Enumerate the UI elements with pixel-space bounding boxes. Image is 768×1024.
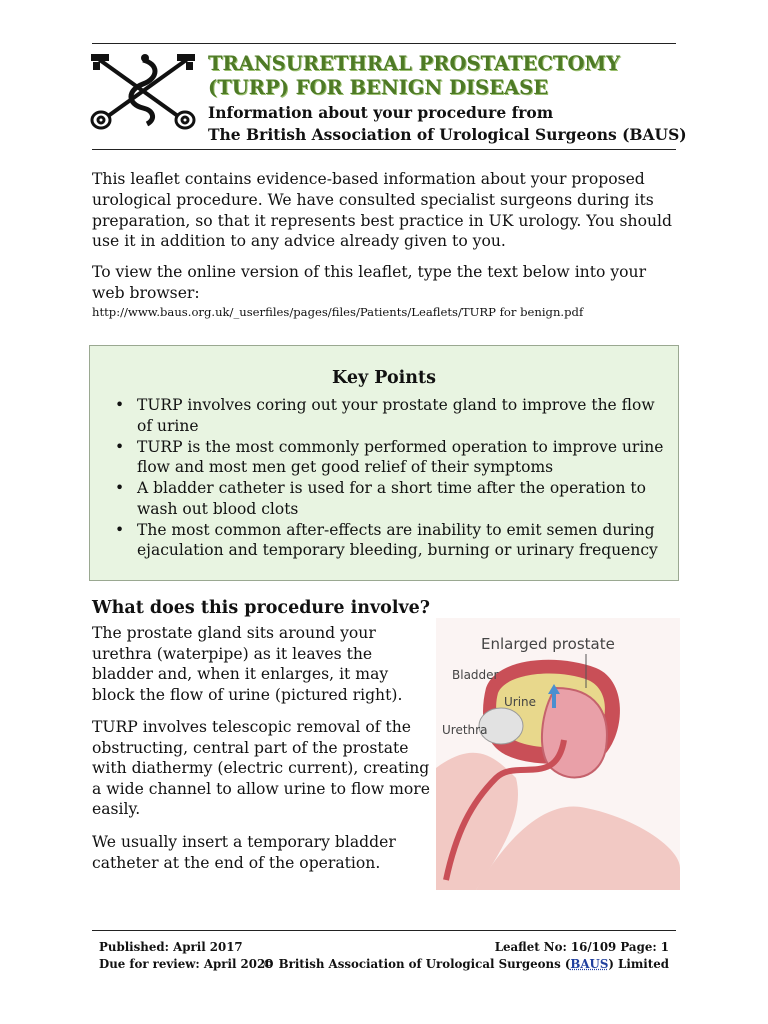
copyright-suffix: ) Limited [608,957,669,971]
leaflet-url-link[interactable]: http://www.baus.org.uk/_userfiles/pages/files/Patients/Leaflets/TURP for benign.pdf [92,305,584,319]
baus-crossed-keys-logo [89,50,197,132]
header-rule [92,149,676,150]
label-bladder: Bladder [452,668,499,682]
key-points-title: Key Points [332,368,436,388]
intro-paragraph: This leaflet contains evidence-based information about your proposed urological procedure. We have consulted specialist surgeons during its preparation, so that it represents best practice in UK urology. You should use it in addition to any advice already given to you. [92,170,673,251]
top-rule [92,43,676,44]
bullet-icon: • [115,479,125,497]
published-date: Published: April 2017 [99,940,243,954]
online-version-paragraph: To view the online version of this leaflet, type the text below into your web browser: [92,263,647,302]
subtitle-line-2: The British Association of Urological Surgeons (BAUS) [208,125,687,144]
key-point-text: The most common after-effects are inability to emit semen during ejaculation and temporary bleeding, burning or urinary frequency [137,520,658,559]
footer-rule [92,930,676,931]
leaflet-number: Leaflet No: 16/109 Page: 1 [494,940,669,954]
copyright-line [263,957,669,971]
bullet-icon: • [115,437,125,456]
label-enlarged-prostate: Enlarged prostate [481,635,615,653]
bullet-icon: • [115,396,125,414]
list-item [108,520,668,561]
key-point-text: A bladder catheter is used for a short time after the operation to wash out blood clots [137,479,646,518]
key-point-text: TURP involves coring out your prostate gland to improve the flow of urine [137,396,655,435]
list-item [108,437,668,478]
label-urine: Urine [504,695,537,709]
copyright-prefix: © British Association of Urological Surgeons ( [262,957,571,971]
baus-link[interactable]: BAUS [570,957,609,971]
key-points-list [108,395,668,561]
title-line-1: TRANSURETHRAL PROSTATECTOMY [208,52,620,75]
procedure-heading: What does this procedure involve? [92,598,431,618]
leaflet-title [208,52,620,100]
list-item [108,478,668,519]
key-points-box [89,345,679,581]
procedure-paragraph-2: TURP involves telescopic removal of the obstructing, central part of the prostate with diathermy (electric current), creating a wide channel to allow urine to flow more easily. [92,718,430,818]
key-point-text: TURP is the most commonly performed operation to improve urine flow and most men get good relief of their symptoms [137,437,664,476]
list-item [108,395,668,436]
label-urethra: Urethra [442,723,488,737]
review-date: Due for review: April 2020 [99,957,274,971]
title-line-2: (TURP) FOR BENIGN DISEASE [208,76,549,99]
enlarged-prostate-diagram [436,618,680,890]
procedure-paragraph-3: We usually insert a temporary bladder catheter at the end of the operation. [92,833,396,872]
bullet-icon: • [115,520,125,539]
procedure-paragraph-1: The prostate gland sits around your urethra (waterpipe) as it leaves the bladder and, when it enlarges, it may block the flow of urine (pictured right). [92,624,403,704]
subtitle-line-1: Information about your procedure from [208,103,554,122]
